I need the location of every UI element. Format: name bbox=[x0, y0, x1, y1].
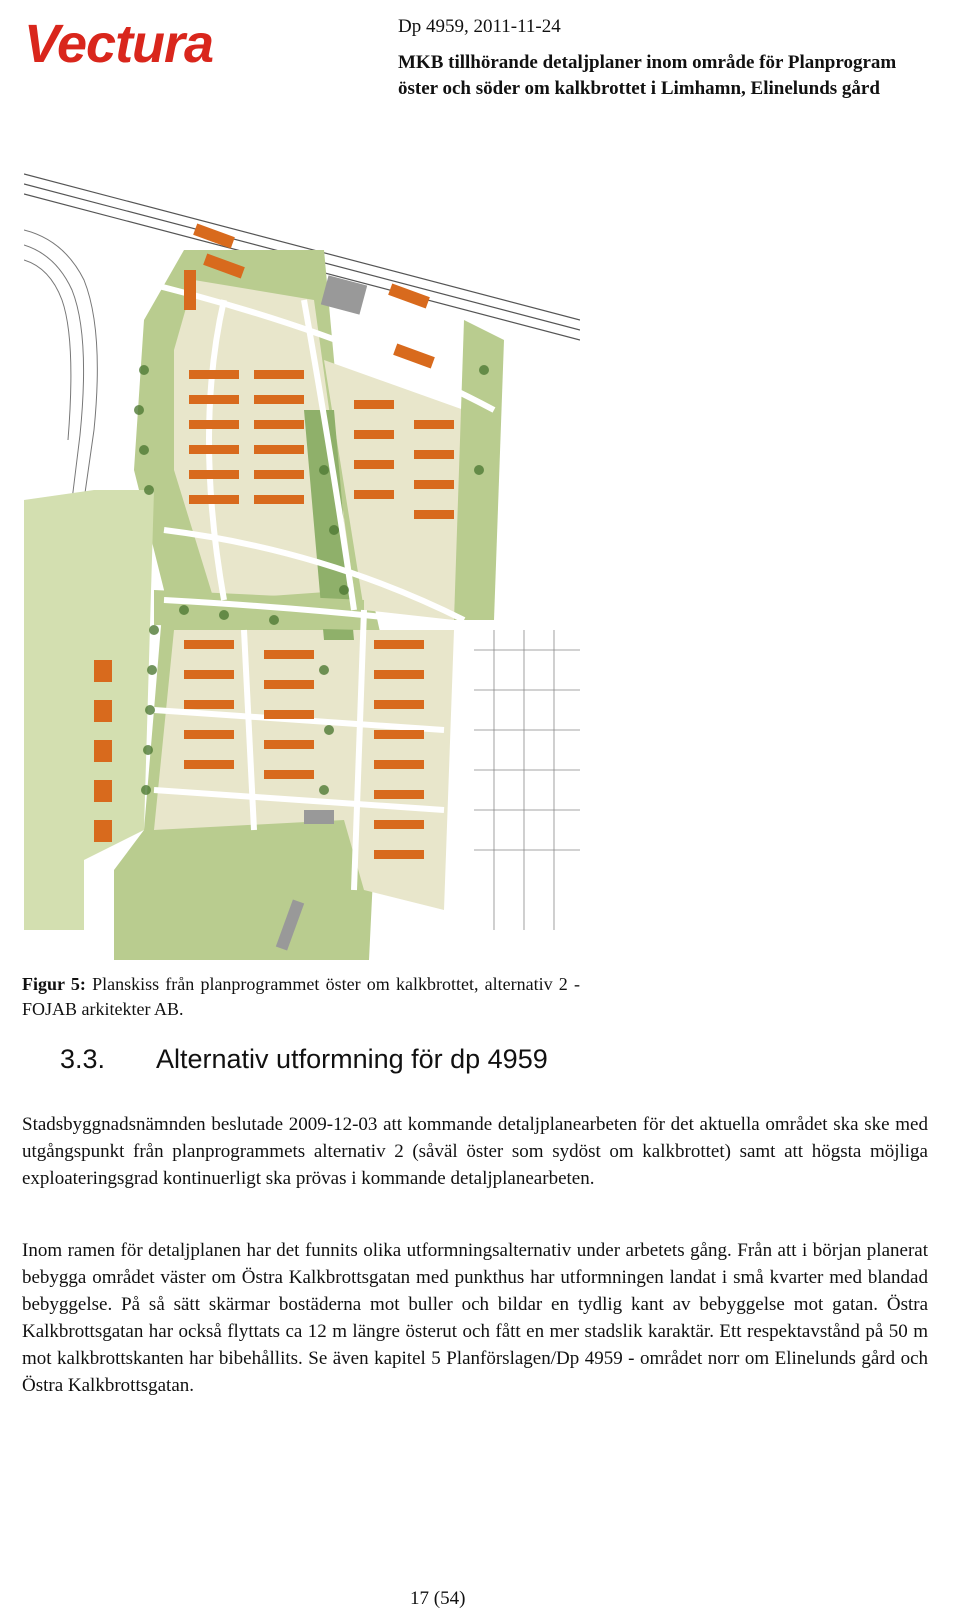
logo-text: Vectura bbox=[24, 14, 214, 74]
caption-text: Planskiss från planprogrammet öster om kalkbrottet, alternativ 2 - FOJAB arkitekter AB. bbox=[22, 974, 580, 1019]
figure-caption bbox=[22, 972, 580, 1022]
section-title: Alternativ utformning för dp 4959 bbox=[156, 1044, 548, 1074]
title-line-1: MKB tillhörande detaljplaner inom område för Planprogram bbox=[398, 52, 897, 73]
document-date: Dp 4959, 2011-11-24 bbox=[398, 16, 561, 37]
section-number: 3.3. bbox=[60, 1044, 106, 1074]
page-number: 17 (54) bbox=[410, 1588, 466, 1609]
paragraph: Inom ramen för detaljplanen har det funnits olika utformningsalternativ under arbetets gång. Från att i början planerat bebygga området väster om Östra Kalkbrottsgatan med punkthus har utformningen landat i små kvarter med blandad bebyggelse. På så sätt skärmar bostäderna mot buller och bildar en tydlig kant av bebyggelse mot gatan. Östra Kalkbrottsgatan har också flyttats ca 12 m längre österut och fått en mer stadslik karaktär. Ett respektavstånd på 50 m mot kalkbrottskanten har bibehållits. Se även kapitel 5 Planförslagen/Dp 4959 - området norr om Elinelunds gård och Östra Kalkbrottsgatan. bbox=[22, 1240, 928, 1396]
section-heading bbox=[60, 1044, 548, 1075]
document-title bbox=[398, 50, 896, 102]
site-plan-map bbox=[24, 170, 580, 960]
caption-label: Figur 5: bbox=[22, 974, 86, 994]
paragraph: Stadsbyggnadsnämnden beslutade 2009-12-03 att kommande detaljplanearbeten för det aktuella området ska ske med utgångspunkt från planprogrammets alternativ 2 (såväl öster som sydöst om kalkbrottet) samt att högsta möjliga exploateringsgrad kontinuerligt ska prövas i kommande detaljplanearbeten. bbox=[22, 1114, 928, 1189]
vectura-logo bbox=[12, 8, 274, 72]
title-line-2: öster och söder om kalkbrottet i Limhamn, Elinelunds gård bbox=[398, 78, 880, 99]
